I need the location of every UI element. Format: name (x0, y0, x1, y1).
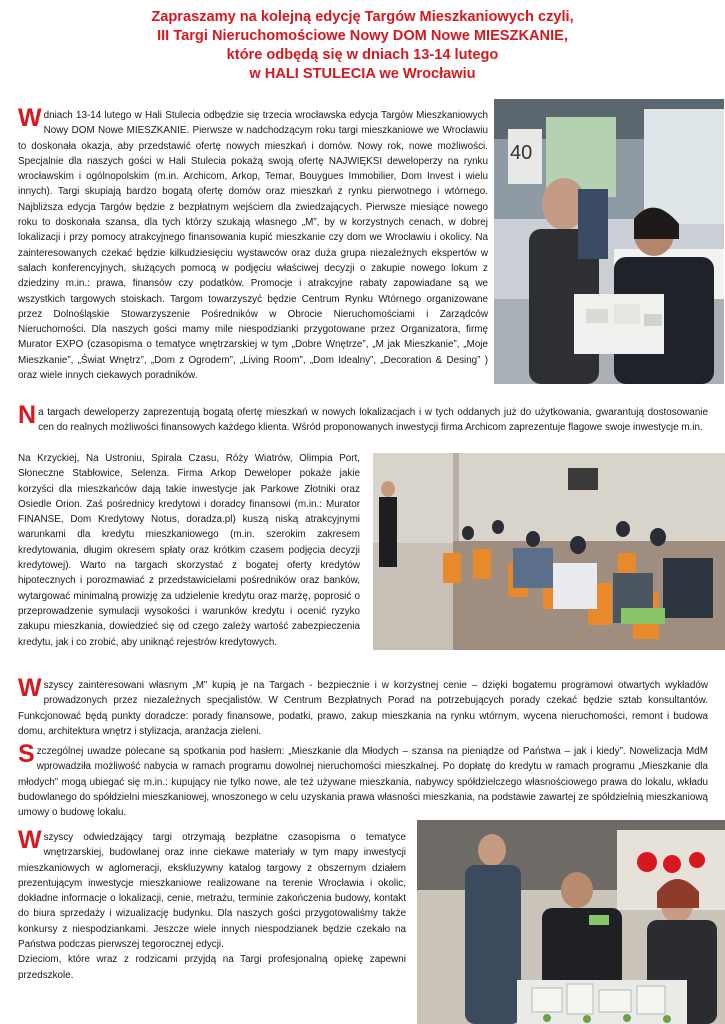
title-line-1: Zapraszamy na kolejną edycję Targów Mieszkaniowych czyli, (151, 9, 574, 25)
mdm-paragraph (18, 744, 708, 824)
paragraph-text: szyscy zainteresowani własnym „M” kupią je na Targach - bezpiecznie i w korzystnej cenie – dzięki bogatemu programowi otwartych wykładów prowadzonych przez niezależnych specjalistów. W Centrum Bezpłatnych Porad na potrzebujących porady czekać będzie sztab konsultantów. Funkcjonować będą punkty doradcze: porady finansowe, podatki, prawo, zakup mieszkania na rynku wtórnym, wycena nieruchomości, remont i budowa domu, architektura wnętrz i stylizacja, aranżacja zieleni. (18, 680, 708, 737)
paragraph-text: Na Krzyckiej, Na Ustroniu, Spirala Czasu, Róży Wiatrów, Olimpia Port, Słoneczne Stabłowice, Selenza. Firma Arkop Deweloper pokaże jakie korzyści dla mieszkańców dają takie inwestycje jak Parkowe Złotniki oraz Osiedle Orion. Zaś pośrednicy kredytowi i doradcy finansowi (m.in.: Murator FINANSE, Dom Kredytowy Notus, doradza.pl) kuszą niską atrakcyjnymi warunkami dla kredytu mieszkaniowego (m.in. szerokim zakresem kredytowania, długim okresem spłaty oraz krótkim czasem podjęcia decyzji kredytowej). Warto na targach skorzystać z bogatej oferty kredytów hipotecznych i porozmawiać z przedstawicielami pośredników oraz banków, wytargować minimalną prowizję za udzielenie kredytu oraz marżę, poprosić o przeprowadzenie symulacji wysokości i warunków kredytu i ocenić ryzyko zakupu mieszkania, dowiedzieć się od czego zależy wartość zabezpieczenia kredytu, jak i co zrobić, aby uniknąć rejestrów kredytowych. (18, 453, 360, 648)
photo-conference-room (373, 453, 725, 650)
title-line-4: w HALI STULECIA we Wrocławiu (249, 66, 476, 82)
dropcap: N (18, 405, 37, 429)
photo-exhibition-stand (494, 99, 724, 384)
paragraph-text: zczególnej uwadze polecane są spotkania pod hasłem: „Mieszkanie dla Młodych – szansa na pieniądze od Państwa – jak i kiedy”. Nowelizacja MdM wprowadziła możliwość nabycia w ramach programu dowolnej nieruchomości mieszkalnej. Po dopłatę do kredytu w ramach programu „Mieszkanie dla młodych” mogą ubiegać się m.in.: kupujący nie tylko nowe, ale też używane mieszkania, nabywcy spółdzielczego własnościowego prawa do lokalu, wkładu budowlanego do spółdzielni mieszkaniowej, wnoszonego w celu uzyskania prawa własności mieszkania, na podstawie zawartej ze spółdzielnią mieszkaniową umowy o budowę lokalu. (18, 746, 708, 819)
lectures-paragraph (18, 674, 708, 739)
title-line-3: które odbędą się w dniach 13-14 lutego (226, 47, 499, 63)
developers-paragraph (18, 405, 708, 451)
svg-text:40: 40 (510, 142, 533, 164)
dropcap: W (18, 674, 42, 702)
developers-paragraph-continued (18, 451, 360, 665)
visitors-paragraph (18, 826, 406, 983)
paragraph-text: a targach deweloperzy zaprezentują bogatą ofertę mieszkań w nowych lokalizacjach i w tych oddanych już do użytkowania, gwarantują dostosowanie cen do realnych możliwości finansowych każdego klienta. Wśród proponowanych inwestycji firma Archicom zaprezentuje flagowe swoje inwestycje m.in. (38, 407, 708, 434)
title-line-2: III Targi Nieruchomościowe Nowy DOM Nowe MIESZKANIE, (157, 28, 568, 44)
dropcap: W (18, 826, 42, 854)
page-title (0, 8, 725, 84)
kids-note: Dzieciom, które wraz z rodzicami przyjdą na Targi profesjonalną opiekę zapewni przedszkole. (18, 954, 406, 981)
dropcap: W (18, 104, 42, 132)
paragraph-text: szyscy odwiedzający targi otrzymają bezpłatne czasopisma o tematyce wnętrzarskiej, budowlanej oraz inne ciekawe materiały w tym mapy inwestycji mieszkaniowych w aglomeracji, ekskluzywny katalog targowy z obszernym działem prezentującym inwestycje mieszkaniowe realizowane na terenie Wrocławia i okolic, dokładne informacje o lokalizacji, cenie, metrażu, terminie zakończenia budowy, kontakt do biura sprzedaży i wizualizację budynku. Dla naszych gości przygotowaliśmy także konkursy z niespodziankami. Jeszcze wiele innych niespodzianek będzie czekało na Państwa podczas pierwszej tegorocznej edycji. (18, 832, 406, 951)
dropcap: S (18, 744, 35, 768)
intro-paragraph (18, 104, 488, 383)
paragraph-text: dniach 13-14 lutego w Hali Stulecia odbędzie się trzecia wrocławska edycja Targów Mieszkaniowych Nowy DOM Nowe MIESZKANIE. Pierwsze w nadchodzącym roku targi mieszkaniowe we Wrocławiu to doskonała okazja, aby przedstawić ofertę nowych mieszkań i domów. Nowy rok, nowe możliwości. Specjalnie dla naszych gości w Hali Stulecia pokażą swoją ofertę NAJWIĘKSI deweloperzy na rynku wrocławskim i ogólnopolskim (m.in. Archicom, Arkop, Temar, Bouygues Immobilier, Dom Invest i wielu innych). Targi skupiają bardzo bogatą ofertę domów oraz mieszkań z rynku pierwotnego i wtórnego. Najbliższa edycja Targów będzie z bezpłatnym wejściem dla zwiedzających. Pierwsze miesiące nowego roku to doskonała szansa, dla tych którzy szukają własnego „M”, by w korzystnych cenach, w dobrej lokalizacji i przy pomocy atrakcyjnego finansowania kupić mieszkanie czy dom we Wrocławiu i okolicy. Na zainteresowanych czekać będzie kilkudziesięciu wystawców oraz duża grupa niezależnych ekspertów w salach konferencyjnych, służących pomocą w podjęciu właściwej decyzji o zakupie nowego lokum z dziedziny m.in.: prawa, finansów czy podatków. Promocje i atrakcyjne rabaty zapowiadane są we wszystkich targowych stoiskach. Targom towarzyszyć będzie Centrum Rynku Wtórnego organizowane przez Dolnośląskie Stowarzyszenie Pośredników w Obrocie Nieruchomościami i Zarządców Nieruchomości. Dla naszych gości mamy mile niespodzianki przygotowane przez Organizatora, firmę Murator EXPO (czasopisma o tematyce wnętrzarskiej w tym „Dobre Wnętrze”, „M jak Mieszkanie”, „Moje Mieszkanie”, „Świat Wnętrz”, „Dom z Ogrodem”, „Living Room”, „Dom Idealny”, „Decoration & Desing” ) oraz wiele innych ciekawych poradników. (18, 110, 488, 382)
photo-building-model (417, 820, 725, 1024)
